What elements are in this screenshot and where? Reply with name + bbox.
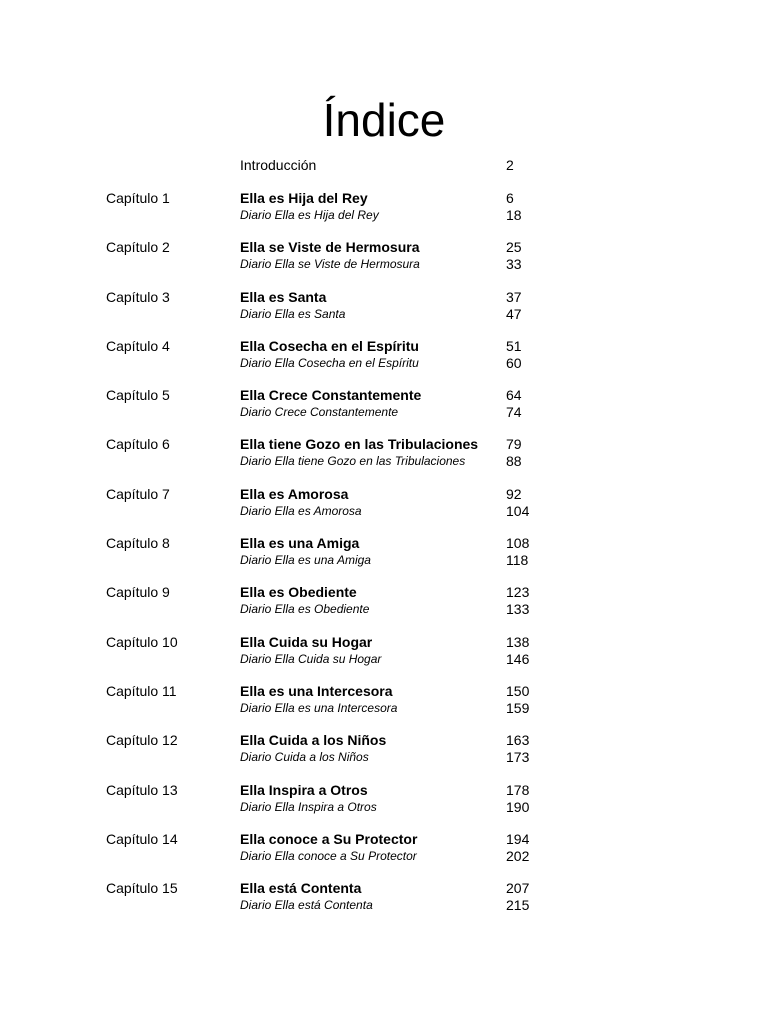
diary-page-number: 60 [506, 354, 522, 371]
chapter-entry [0, 534, 768, 583]
chapter-label: Capítulo 9 [106, 584, 170, 601]
intro-title: Introducción [240, 157, 317, 173]
diary-page-number: 104 [506, 502, 530, 519]
chapter-page-number: 207 [506, 880, 530, 897]
diary-title: Diario Ella es una Amiga [240, 553, 371, 568]
diary-title: Diario Ella Cosecha en el Espíritu [240, 355, 419, 370]
chapter-entry [0, 830, 768, 879]
chapter-entry [0, 337, 768, 386]
chapter-entry [0, 435, 768, 484]
chapter-label: Capítulo 5 [106, 387, 170, 404]
diary-title: Diario Ella conoce a Su Protector [240, 848, 417, 863]
chapter-label: Capítulo 13 [106, 781, 178, 798]
diary-page-number: 159 [506, 699, 530, 716]
diary-page-number: 18 [506, 207, 522, 223]
chapter-label: Capítulo 1 [106, 190, 170, 206]
diary-title: Diario Cuida a los Niños [240, 750, 369, 765]
chapter-page-number: 138 [506, 633, 530, 650]
chapter-label: Capítulo 6 [106, 436, 170, 453]
diary-page-number: 33 [506, 256, 522, 273]
diary-title: Diario Ella se Viste de Hermosura [240, 257, 420, 272]
chapter-label: Capítulo 14 [106, 830, 178, 847]
chapter-entry [0, 485, 768, 534]
chapter-page-number: 79 [506, 436, 522, 453]
chapter-title: Ella se Viste de Hermosura [240, 239, 420, 256]
diary-title: Diario Ella es Obediente [240, 602, 370, 617]
diary-page-number: 133 [506, 601, 530, 618]
diary-title: Diario Ella Inspira a Otros [240, 799, 377, 814]
chapter-entry [0, 583, 768, 632]
diary-title: Diario Ella es Hija del Rey [240, 208, 379, 222]
chapter-page-number: 51 [506, 337, 522, 354]
chapter-entry [0, 879, 768, 928]
chapter-title: Ella es Obediente [240, 584, 357, 601]
diary-page-number: 215 [506, 897, 530, 914]
chapter-title: Ella es Hija del Rey [240, 190, 368, 206]
chapter-page-number: 64 [506, 387, 522, 404]
chapter-title: Ella es Santa [240, 288, 327, 305]
chapter-label: Capítulo 7 [106, 485, 170, 502]
chapter-entry [0, 781, 768, 830]
chapter-title: Ella Inspira a Otros [240, 781, 368, 798]
chapter-entry [0, 633, 768, 682]
chapter-title: Ella Cuida a los Niños [240, 732, 387, 749]
diary-title: Diario Ella tiene Gozo en las Tribulaciones [240, 454, 466, 469]
diary-page-number: 74 [506, 404, 522, 421]
chapter-label: Capítulo 8 [106, 535, 170, 552]
chapter-page-number: 25 [506, 239, 522, 256]
chapter-list [0, 189, 768, 928]
diary-page-number: 146 [506, 650, 530, 667]
chapter-page-number: 37 [506, 288, 522, 305]
chapter-title: Ella Cosecha en el Espíritu [240, 337, 419, 354]
diary-title: Diario Ella es Amorosa [240, 503, 362, 518]
chapter-title: Ella conoce a Su Protector [240, 830, 418, 847]
intro-row [0, 157, 768, 177]
diary-page-number: 202 [506, 847, 530, 864]
chapter-page-number: 178 [506, 781, 530, 798]
diary-page-number: 118 [506, 552, 529, 569]
chapter-page-number: 194 [506, 830, 530, 847]
diary-title: Diario Ella Cuida su Hogar [240, 651, 382, 666]
chapter-entry [0, 731, 768, 780]
diary-title: Diario Crece Constantemente [240, 405, 399, 420]
chapter-title: Ella es una Amiga [240, 535, 360, 552]
chapter-title: Ella tiene Gozo en las Tribulaciones [240, 436, 479, 453]
chapter-title: Ella Cuida su Hogar [240, 633, 373, 650]
diary-page-number: 47 [506, 305, 522, 322]
chapter-label: Capítulo 12 [106, 732, 178, 749]
chapter-title: Ella es una Intercesora [240, 682, 393, 699]
diary-title: Diario Ella es una Intercesora [240, 700, 398, 715]
chapter-label: Capítulo 11 [106, 682, 177, 699]
diary-title: Diario Ella está Contenta [240, 898, 373, 913]
diary-page-number: 190 [506, 798, 530, 815]
chapter-page-number: 6 [506, 190, 514, 206]
intro-page-number: 2 [506, 157, 514, 173]
diary-title: Diario Ella es Santa [240, 306, 346, 321]
chapter-page-number: 92 [506, 485, 522, 502]
chapter-page-number: 163 [506, 732, 530, 749]
chapter-entry [0, 238, 768, 287]
chapter-label: Capítulo 2 [106, 239, 170, 256]
chapter-entry [0, 386, 768, 435]
chapter-entry [0, 682, 768, 731]
chapter-page-number: 123 [506, 584, 530, 601]
chapter-label: Capítulo 15 [106, 880, 178, 897]
chapter-label: Capítulo 10 [106, 633, 178, 650]
chapter-label: Capítulo 3 [106, 288, 170, 305]
chapter-title: Ella está Contenta [240, 880, 362, 897]
chapter-entry [0, 189, 768, 238]
page-title: Índice [322, 94, 446, 146]
chapter-entry [0, 288, 768, 337]
chapter-title: Ella es Amorosa [240, 485, 349, 502]
chapter-page-number: 108 [506, 535, 530, 552]
diary-page-number: 88 [506, 453, 522, 470]
chapter-title: Ella Crece Constantemente [240, 387, 422, 404]
diary-page-number: 173 [506, 749, 530, 766]
chapter-label: Capítulo 4 [106, 337, 170, 354]
chapter-page-number: 150 [506, 682, 530, 699]
